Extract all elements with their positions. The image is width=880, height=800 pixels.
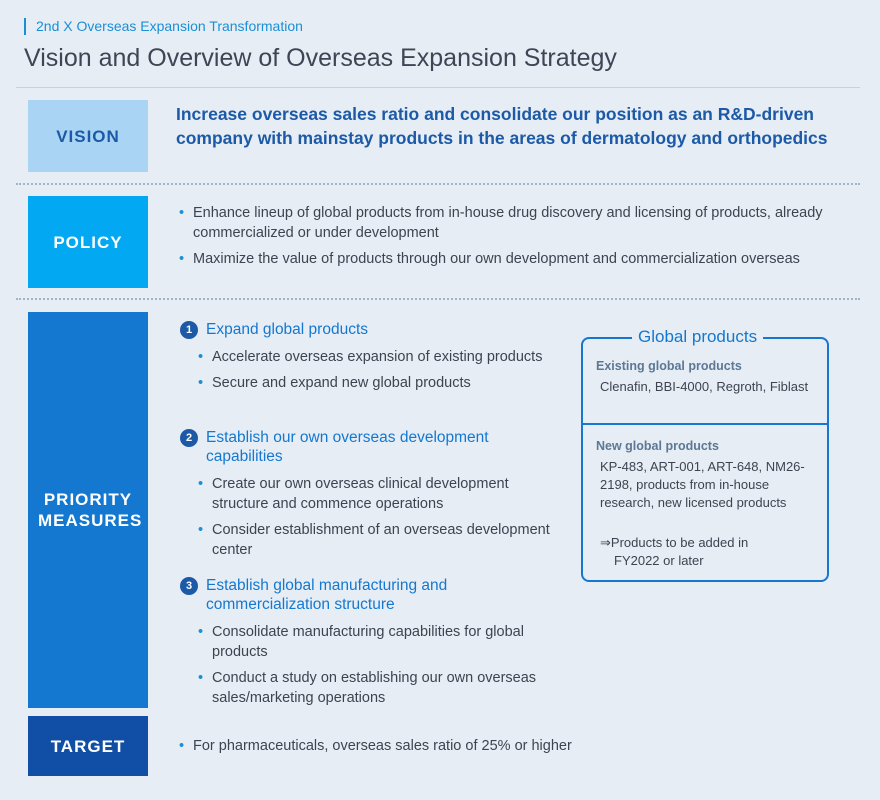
note-line: ⇒Products to be added in	[600, 535, 749, 550]
measure-3	[180, 576, 550, 714]
measure-1	[180, 320, 550, 399]
target-list	[177, 736, 867, 756]
new-products-note	[600, 534, 822, 570]
measure-2-title: Establish our own overseas development capabilities	[206, 429, 489, 465]
page-title: Vision and Overview of Overseas Expansion Strategy	[24, 44, 617, 72]
new-products-heading: New global products	[596, 439, 719, 453]
global-products-divider	[583, 423, 827, 425]
measure-2	[180, 428, 550, 566]
measure-1-title: Expand global products	[206, 321, 369, 338]
measure-2-list	[196, 474, 550, 560]
measure-item: • Create our own overseas clinical development structure and commence operations	[196, 474, 550, 514]
measure-3-title: Establish global manufacturing and commercialization structure	[206, 577, 448, 613]
vision-divider	[16, 183, 860, 185]
measure-item: • Conduct a study on establishing our own overseas sales/marketing operations	[196, 668, 550, 708]
existing-products-heading: Existing global products	[596, 359, 742, 373]
priority-measures-label	[28, 312, 148, 708]
measure-1-heading	[180, 320, 550, 339]
note-line: FY2022 or later	[614, 553, 704, 568]
vision-label: VISION	[28, 100, 148, 172]
priority-measures-label-text: PRIORITY MEASURES	[38, 490, 143, 530]
measure-item: • Secure and expand new global products	[196, 373, 550, 393]
policy-divider	[16, 298, 860, 300]
number-badge: 2	[180, 429, 198, 447]
measure-2-heading	[180, 428, 550, 466]
vision-statement: Increase overseas sales ratio and consolidate our position as an R&D-driven company with mainstay products in the areas of dermatology and orthopedics	[176, 104, 828, 148]
section-kicker: 2nd X Overseas Expansion Transformation	[24, 18, 303, 35]
measure-3-heading	[180, 576, 550, 614]
number-badge: 1	[180, 321, 198, 339]
existing-products-list: Clenafin, BBI-4000, Regroth, Fiblast	[600, 379, 809, 394]
policy-item: • Enhance lineup of global products from in-house drug discovery and licensing of products, already commercialized or under development	[177, 203, 867, 243]
measure-item: • Accelerate overseas expansion of existing products	[196, 347, 550, 367]
title-divider	[16, 87, 860, 88]
measure-3-list	[196, 622, 550, 708]
measure-item: • Consolidate manufacturing capabilities for global products	[196, 622, 550, 662]
measure-1-list	[196, 347, 550, 393]
global-products-title: Global products	[632, 326, 763, 348]
target-item: • For pharmaceuticals, overseas sales ratio of 25% or higher	[177, 736, 867, 756]
number-badge: 3	[180, 577, 198, 595]
policy-list	[177, 203, 867, 275]
new-products-list: KP-483, ART-001, ART-648, NM26-2198, products from in-house research, new licensed products	[600, 459, 805, 510]
measure-item: • Consider establishment of an overseas development center	[196, 520, 550, 560]
target-label: TARGET	[28, 716, 148, 776]
policy-item: • Maximize the value of products through our own development and commercialization overseas	[177, 249, 867, 269]
policy-label: POLICY	[28, 196, 148, 288]
